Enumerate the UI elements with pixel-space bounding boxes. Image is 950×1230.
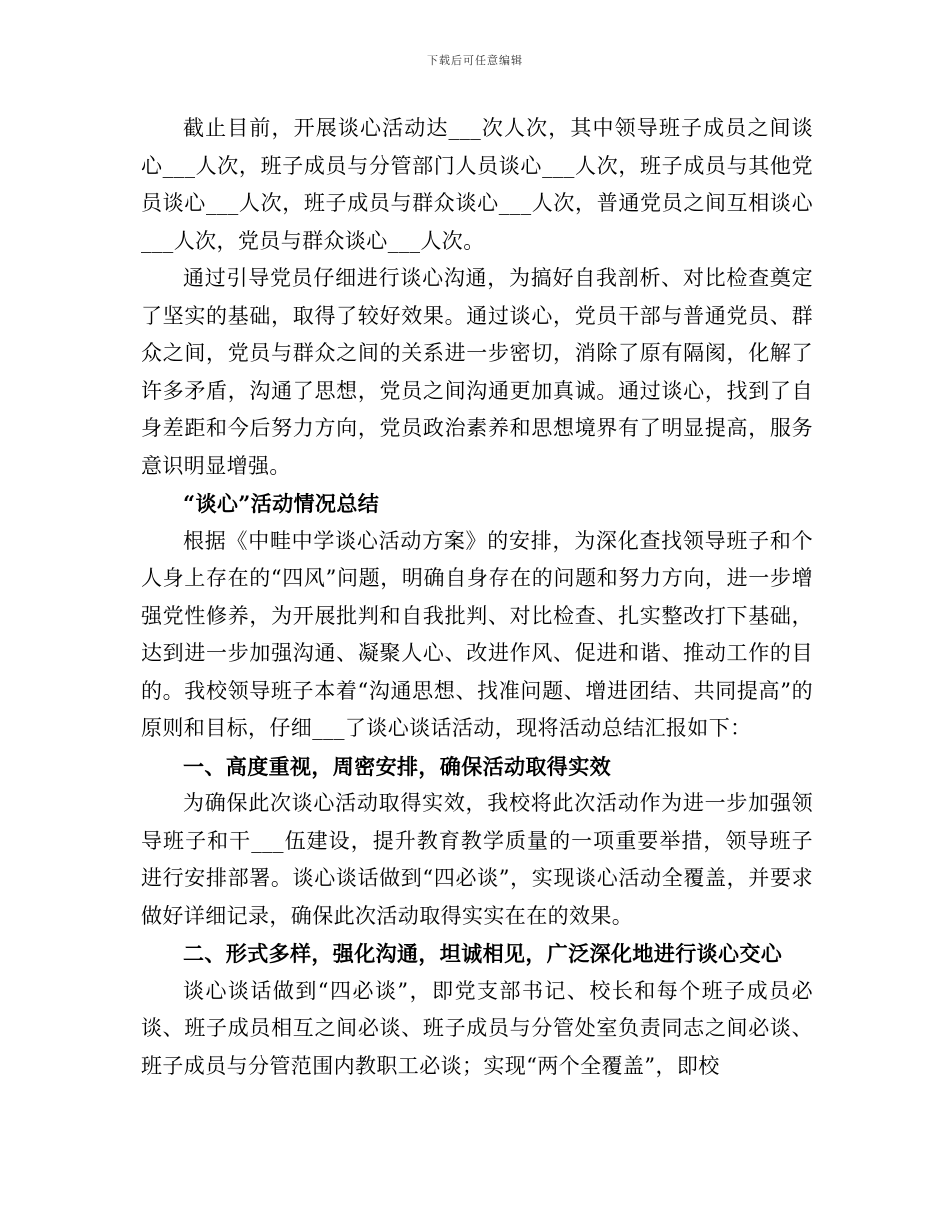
paragraph-section-two: 谈心谈话做到“四必谈”，即党支部书记、校长和每个班子成员必谈、班子成员相互之间必谈、班子成员与分管处室负责同志之间必谈、班子成员与分管范围内教职工必谈；实现“两个全覆盖”，即校 (141, 978, 813, 1078)
paragraph-section-one: 为确保此次谈心活动取得实效，我校将此次活动作为进一步加强领导班子和干___伍建设，提升教育教学质量的一项重要举措，领导班子进行安排部署。谈心谈话做到“四必谈”，实现谈心活动全覆盖，并要求做好详细记录，确保此次活动取得实实在在的效果。 (141, 791, 813, 928)
paragraph-introduction: 根据《中畦中学谈心活动方案》的安排，为深化查找领导班子和个人身上存在的“四风”问题，明确自身存在的问题和努力方向，进一步增强党性修养，为开展批判和自我批判、对比检查、扎实整改打下基础，达到进一步加强沟通、凝聚人心、改进作风、促进和谐、推动工作的目的。我校领导班子本着“沟通思想、找准问题、增进团结、共同提高”的原则和目标，仔细___了谈心谈话活动，现将活动总结汇报如下： (141, 528, 813, 740)
heading-section-one: 一、高度重视，周密安排，确保活动取得实效 (183, 753, 611, 779)
paragraph-talk-statistics: 截止目前，开展谈心活动达___次人次，其中领导班子成员之间谈心___人次，班子成员与分管部门人员谈心___人次，班子成员与其他党员谈心___人次，班子成员与群众谈心___人次，普通党员之间互相谈心___人次，党员与群众谈心___人次。 (141, 116, 813, 253)
section-title: “谈心”活动情况总结 (183, 491, 380, 516)
document-body (141, 110, 813, 1085)
page-header: 下载后可任意编辑 (427, 54, 523, 67)
heading-section-two: 二、形式多样，强化沟通，坦诚相见，广泛深化地进行谈心交心 (183, 941, 783, 966)
paragraph-talk-effects: 通过引导党员仔细进行谈心沟通，为搞好自我剖析、对比检查奠定了坚实的基础，取得了较好效果。通过谈心，党员干部与普通党员、群众之间，党员与群众之间的关系进一步密切，消除了原有隔阂，化解了许多矛盾，沟通了思想，党员之间沟通更加真诚。通过谈心，找到了自身差距和今后努力方向，党员政治素养和思想境界有了明显提高，服务意识明显增强。 (141, 266, 813, 478)
